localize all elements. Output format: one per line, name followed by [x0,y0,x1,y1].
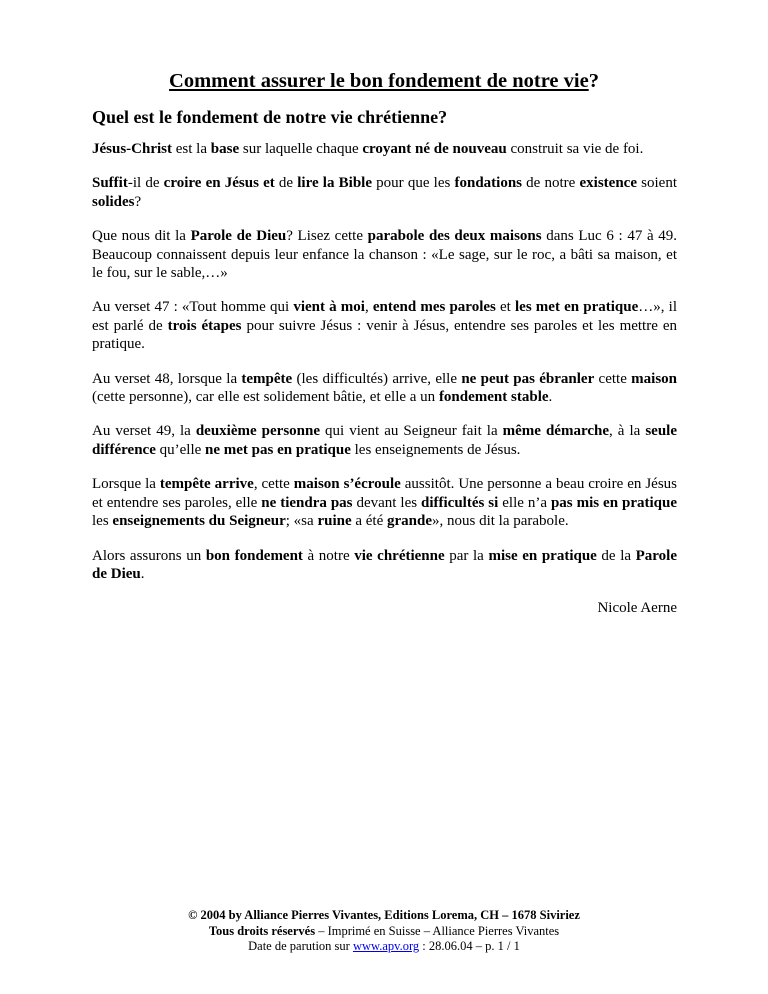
text-run: pour suivre Jésus : venir à Jésus, entendre ses paroles et les mettre en pratique. [92,317,677,353]
publication-suffix: : 28.06.04 – p. 1 / 1 [419,939,520,953]
bold-text: maison s’écroule [293,476,401,493]
paragraph [92,227,677,282]
text-run: …», il est parlé de [92,299,677,334]
bold-text: les met en pratique [515,299,639,316]
bold-text: ne tiendra pas [261,494,353,511]
section-heading: Quel est le fondement de notre vie chrétienne? [92,107,448,127]
text-run: Au verset 48, lorsque la [92,370,242,387]
bold-text: deuxième personne [195,423,321,440]
paragraph [92,140,677,158]
text-run: ; «sa [285,513,318,530]
bold-text: vie chrétienne [354,547,445,564]
text-run: , [364,299,373,316]
text-run: cette [594,370,632,387]
bold-text: pas mis en pratique [550,494,677,511]
paragraph [92,475,677,530]
text-run: Alors assurons un [92,547,206,564]
text-run: pour que les [372,175,455,192]
rights-rest: – Imprimé en Suisse – Alliance Pierres Vivantes [315,923,560,938]
bold-text: mise en pratique [488,547,597,564]
article-body [92,140,677,634]
text-run: Au verset 49, la [92,423,196,440]
text-run: dans Luc 6 : 47 à 49. Beaucoup connaissent depuis leur enfance la chanson : «Le sage, sur le roc, a bâti sa maison, et le fou, sur le sable,…» [92,228,678,282]
text-run: ? Lisez cette [286,228,368,245]
text-run: , cette [253,476,294,493]
text-run: », nous dit la parabole. [432,513,569,530]
publication-prefix: Date de parution sur [248,939,353,953]
website-link[interactable]: www.apv.org [352,939,420,953]
text-run: Lorsque la [92,476,160,493]
bold-text: croire en Jésus et [163,175,275,192]
text-run: construit sa vie de foi. [506,141,644,157]
text-run: les [92,513,113,530]
bold-text: base [210,141,240,157]
bold-text: lire la Bible [297,175,372,192]
bold-text: trois étapes [167,317,242,334]
text-run: (les difficultés) arrive, elle [292,370,462,387]
bold-text: fondement stable [438,389,549,406]
text-run: , à la [609,423,646,440]
paragraph [92,298,677,353]
paragraph [92,370,677,407]
bold-text: difficultés si [421,494,499,511]
bold-text: enseignements du Seigneur [112,513,286,530]
bold-text: croyant né de nouveau [362,141,507,157]
bold-text: Parole de Dieu [92,547,677,582]
bold-text: Jésus-Christ [92,141,173,157]
text-run: . [140,565,145,582]
author-signature: Nicole Aerne [597,600,677,617]
copyright-line: © 2004 by Alliance Pierres Vivantes, Editions Lorema, CH – 1678 Siviriez [188,908,580,922]
text-run: Que nous dit la [92,228,191,245]
text-run: . [548,389,553,406]
text-run: a été [351,513,387,530]
text-run: devant les [352,494,422,511]
text-run: (cette personne), car elle est solidement bâtie, et elle a un [92,389,439,406]
paragraph [92,174,677,211]
bold-text: tempête arrive [159,476,254,493]
text-run: qu’elle [155,441,206,458]
page-title [0,70,768,93]
bold-text: tempête [241,370,293,387]
bold-text: existence [579,175,637,192]
text-run: -il de [127,175,164,192]
bold-text: ne peut pas ébranler [461,370,595,387]
bold-text: ruine [317,513,352,530]
bold-text: grande [387,513,432,530]
bold-text: seule différence [92,423,677,458]
text-run: qui vient au Seigneur fait la [320,423,503,440]
footer [0,908,768,955]
text-run: de [274,175,298,192]
text-run: aussitôt. Une personne a beau croire en Jésus et entendre ses paroles, elle [92,476,677,511]
text-run: et [495,299,515,316]
text-run: soient [636,175,677,192]
text-run: à notre [302,547,355,564]
rights-reserved: Tous droits réservés [208,923,316,938]
bold-text: vient à moi [293,299,365,316]
paragraph [92,422,677,459]
bold-text: ne met pas en pratique [205,441,351,458]
bold-text: Suffit [92,175,128,192]
text-run: les enseignements de Jésus. [350,441,521,458]
text-run: ? [134,193,142,210]
paragraph [92,547,677,584]
text-run: Au verset 47 : «Tout homme qui [92,299,294,316]
bold-text: entend mes paroles [372,299,496,316]
text-run: de notre [522,175,580,192]
publication-line [0,939,768,955]
bold-text: même démarche [502,423,610,440]
text-run: de la [596,547,636,564]
bold-text: Parole de Dieu [190,228,287,245]
text-run: par la [444,547,489,564]
title-main: Comment assurer le bon fondement de notre vie [169,70,589,92]
text-run: est la [172,141,211,157]
bold-text: solides [92,193,135,210]
bold-text: bon fondement [205,547,303,564]
text-run: elle n’a [498,494,551,511]
bold-text: maison [631,370,677,387]
bold-text: fondations [454,175,523,192]
text-run: sur laquelle chaque [239,141,363,157]
title-question-mark: ? [588,70,599,92]
bold-text: parabole des deux maisons [367,228,542,245]
rights-line [0,924,768,940]
